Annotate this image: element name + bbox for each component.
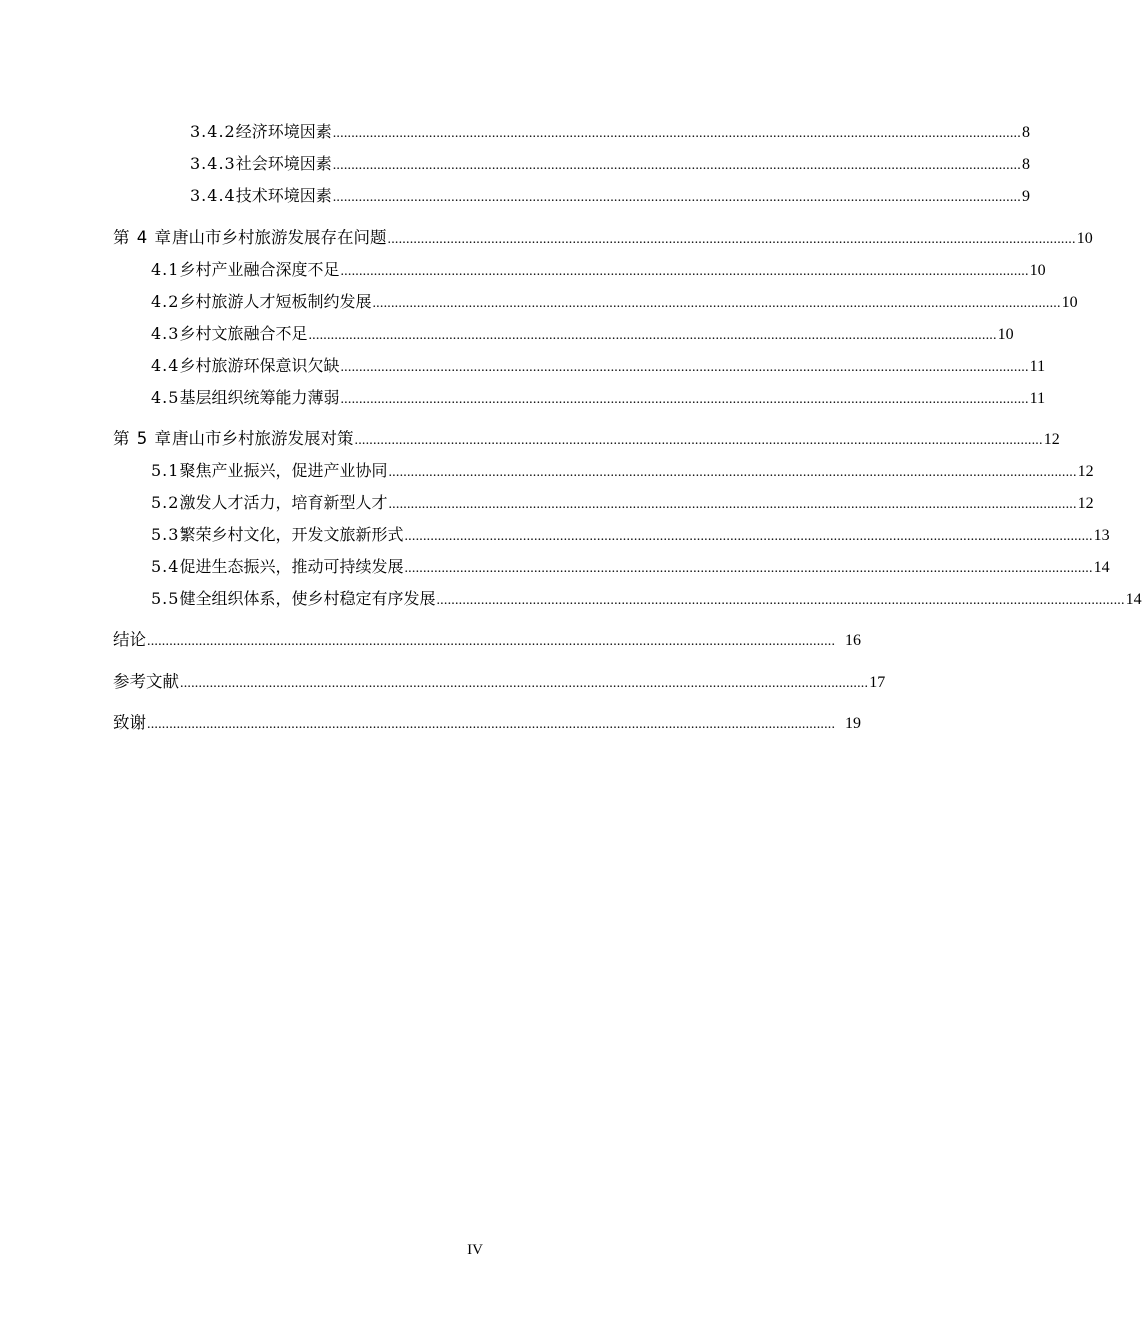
toc-title: 唐山市乡村旅游发展存在问题 (172, 228, 387, 247)
toc-entry-conclusion[interactable] (113, 628, 861, 652)
dot-leader: .......................................................................................................................................................................................... (332, 190, 1021, 205)
dot-leader: .......................................................................................................................................................................................... (340, 392, 1029, 407)
dot-leader: .......................................................................................................................................................................................... (308, 328, 997, 343)
dot-leader: .......................................................................................................................................................................................... (180, 676, 869, 691)
toc-page-number: 8 (1021, 124, 1030, 141)
toc-number: 4.4 (151, 356, 180, 375)
toc-number: 3.4.2 (190, 122, 236, 141)
toc-number: 3.4.3 (190, 154, 236, 173)
toc-number: 5.2 (151, 493, 180, 512)
toc-page-number: 10 (1076, 230, 1093, 247)
toc-number: 4.2 (151, 292, 180, 311)
dot-leader: .......................................................................................................................................................................................... (354, 433, 1043, 448)
toc-number: 第 4 章 (113, 228, 172, 247)
toc-page-number: 14 (1125, 591, 1142, 608)
toc-title: 健全组织体系，使乡村稳定有序发展 (179, 589, 436, 608)
dot-leader: .......................................................................................................................................................................................... (147, 717, 836, 732)
toc-title: 促进生态振兴，推动可持续发展 (179, 557, 404, 576)
toc-title: 参考文献 (113, 672, 179, 691)
toc-title: 社会环境因素 (235, 154, 332, 173)
toc-title: 乡村旅游环保意识欠缺 (179, 356, 340, 375)
toc-entry-chapter-4[interactable] (113, 226, 1093, 250)
toc-number: 4.1 (151, 260, 180, 279)
page-number-footer: IV (467, 1242, 483, 1258)
toc-entry-5-4[interactable] (113, 555, 1110, 579)
dot-leader: .......................................................................................................................................................................................... (388, 465, 1077, 480)
toc-title: 乡村文旅融合不足 (179, 324, 308, 343)
toc-number: 5.5 (151, 589, 180, 608)
toc-entry-3-4-3[interactable] (113, 152, 1030, 176)
dot-leader: .......................................................................................................................................................................................... (332, 158, 1021, 173)
toc-title: 聚焦产业振兴，促进产业协同 (179, 461, 388, 480)
toc-entry-4-1[interactable] (113, 258, 1046, 282)
toc-title: 乡村旅游人才短板制约发展 (179, 292, 372, 311)
toc-entry-5-1[interactable] (113, 459, 1094, 483)
toc-page-number: 10 (997, 326, 1014, 343)
toc-number: 3.4.4 (190, 186, 236, 205)
toc-title: 乡村产业融合深度不足 (179, 260, 340, 279)
dot-leader: .......................................................................................................................................................................................... (372, 296, 1061, 311)
toc-number: 5.3 (151, 525, 180, 544)
toc-title: 基层组织统筹能力薄弱 (179, 388, 340, 407)
toc-entry-4-3[interactable] (113, 322, 1014, 346)
dot-leader: .......................................................................................................................................................................................... (147, 634, 836, 649)
toc-title: 激发人才活力，培育新型人才 (179, 493, 388, 512)
dot-leader: .......................................................................................................................................................................................... (436, 593, 1125, 608)
dot-leader: .......................................................................................................................................................................................... (404, 529, 1093, 544)
toc-number: 4.3 (151, 324, 180, 343)
toc-entry-5-5[interactable] (113, 587, 1142, 611)
dot-leader: .......................................................................................................................................................................................... (332, 126, 1021, 141)
toc-entry-4-5[interactable] (113, 386, 1046, 410)
toc-page-number: 19 (845, 715, 861, 732)
dot-leader: .......................................................................................................................................................................................... (340, 264, 1029, 279)
dot-leader: .......................................................................................................................................................................................... (388, 497, 1077, 512)
toc-entry-references[interactable] (113, 670, 886, 694)
toc-title: 唐山市乡村旅游发展对策 (172, 429, 354, 448)
toc-number: 5.1 (151, 461, 180, 480)
toc-entry-3-4-4[interactable] (113, 184, 1030, 208)
dot-leader: .......................................................................................................................................................................................... (387, 232, 1076, 247)
toc-page-number: 12 (1077, 463, 1094, 480)
toc-entry-acknowledgements[interactable] (113, 711, 861, 735)
toc-page-number: 14 (1093, 559, 1110, 576)
toc-page-number: 13 (1093, 527, 1110, 544)
toc-title: 致谢 (113, 713, 146, 732)
toc-page-number: 10 (1061, 294, 1078, 311)
dot-leader: .......................................................................................................................................................................................... (340, 360, 1029, 375)
toc-page-number: 16 (845, 632, 861, 649)
toc-number: 5.4 (151, 557, 180, 576)
toc-title: 技术环境因素 (235, 186, 332, 205)
toc-title: 繁荣乡村文化，开发文旅新形式 (179, 525, 404, 544)
toc-title: 经济环境因素 (235, 122, 332, 141)
toc-page-number: 12 (1043, 431, 1060, 448)
toc-page-number: 8 (1021, 156, 1030, 173)
toc-page-number: 12 (1077, 495, 1094, 512)
dot-leader: .......................................................................................................................................................................................... (404, 561, 1093, 576)
toc-entry-5-2[interactable] (113, 491, 1094, 515)
toc-page-number: 17 (869, 674, 886, 691)
toc-number: 4.5 (151, 388, 180, 407)
toc-entry-3-4-2[interactable] (113, 120, 1030, 144)
toc-entry-5-3[interactable] (113, 523, 1110, 547)
toc-entry-chapter-5[interactable] (113, 427, 1060, 451)
toc-entry-4-4[interactable] (113, 354, 1046, 378)
toc-page-number: 9 (1021, 188, 1030, 205)
toc-page-number: 11 (1029, 358, 1046, 375)
toc-entry-4-2[interactable] (113, 290, 1078, 314)
toc-page-number: 11 (1029, 390, 1046, 407)
toc-title: 结论 (113, 630, 146, 649)
toc-page-number: 10 (1029, 262, 1046, 279)
toc-number: 第 5 章 (113, 429, 172, 448)
